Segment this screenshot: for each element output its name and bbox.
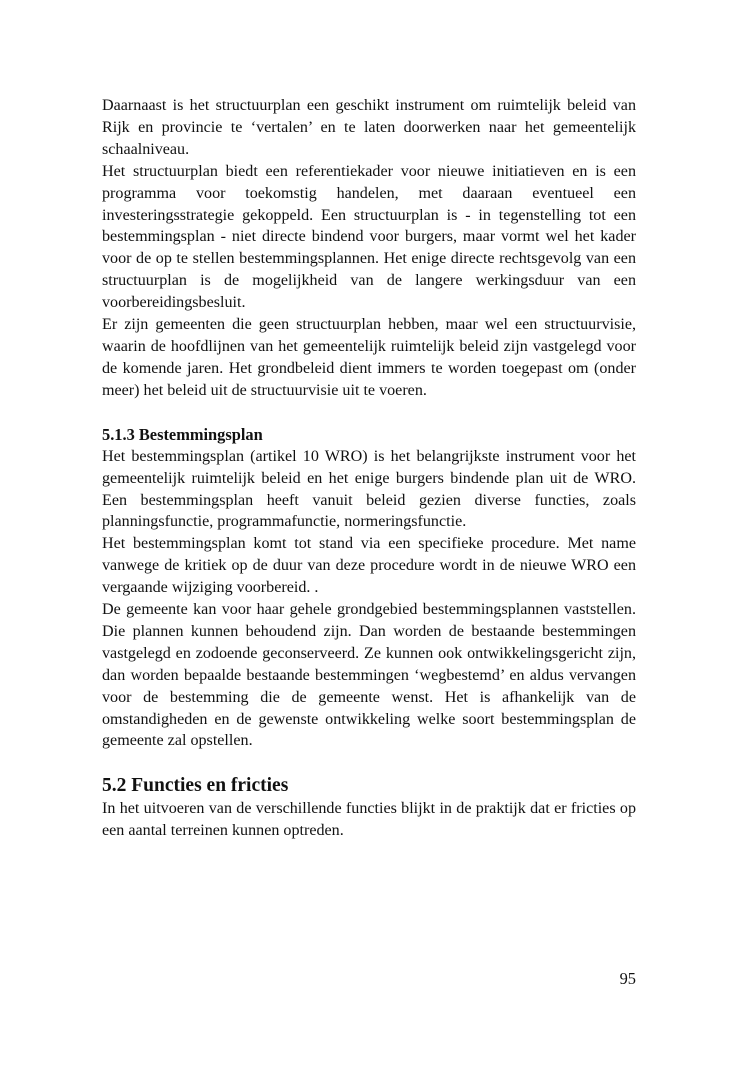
intro-paragraph-2: Het structuurplan biedt een referentiekader voor nieuwe initiatieven en is een programma voor toekomstig handelen, met daaraan eventueel een investeringsstrategie gekoppeld. Een structuurplan is - in tegenstelling tot een bestemmingsplan - niet directe bindend voor burgers, maar vormt wel het kader voor de op te stellen bestemmingsplannen. Het enige directe rechtsgevolg van een structuurplan is de mogelijkheid van de langere werkingsduur van een voorbereidingsbesluit. xyxy=(102,162,636,312)
section-5-1-3-paragraph-1: Het bestemmingsplan (artikel 10 WRO) is het belangrijkste instrument voor het gemeentelijk ruimtelijk beleid en het enige burgers bindende plan uit de WRO. Een bestemmingsplan heeft vanuit beleid gezien diverse functies, zoals planningsfunctie, programmafunctie, normeringsfunctie. xyxy=(102,447,636,531)
section-5-2-paragraph-1: In het uitvoeren van de verschillende functies blijkt in de praktijk dat er fricties op een aantal terreinen kunnen optreden. xyxy=(102,800,636,840)
page-number: 95 xyxy=(619,969,636,988)
section-5-1-3-paragraph-2: Het bestemmingsplan komt tot stand via een specifieke procedure. Met name vanwege de kritiek op de duur van deze procedure wordt in de nieuwe WRO een vergaande wijziging voorbereid. . xyxy=(102,535,636,597)
section-5-1-3-paragraph-3: De gemeente kan voor haar gehele grondgebied bestemmingsplannen vaststellen. Die plannen kunnen behoudend zijn. Dan worden de bestaande bestemmingen vastgelegd en zodoende geconserveerd. Ze kunnen ook ontwikkelingsgericht zijn, dan worden bepaalde bestaande bestemmingen ‘wegbestemd’ en aldus vervangen voor de bestemming die de gemeente wenst. Het is afhankelijk van de omstandigheden en de gewenste ontwikkeling welke soort bestemmingsplan de gemeente zal opstellen. xyxy=(102,601,636,750)
page-body xyxy=(102,95,636,842)
section-heading-5-1-3: 5.1.3 Bestemmingsplan xyxy=(102,424,263,444)
section-heading-5-2: 5.2 Functies en fricties xyxy=(102,775,289,797)
intro-paragraph-3: Er zijn gemeenten die geen structuurplan hebben, maar wel een structuurvisie, waarin de hoofdlijnen van het gemeentelijk ruimtelijk beleid zijn vastgelegd voor de komende jaren. Het grondbeleid dient immers te worden toegepast om (onder meer) het beleid uit de structuurvisie uit te voeren. xyxy=(102,316,636,399)
intro-paragraph-1: Daarnaast is het structuurplan een geschikt instrument om ruimtelijk beleid van Rijk en provincie te ‘vertalen’ en te laten doorwerken naar het gemeentelijk schaalniveau. xyxy=(102,97,636,158)
